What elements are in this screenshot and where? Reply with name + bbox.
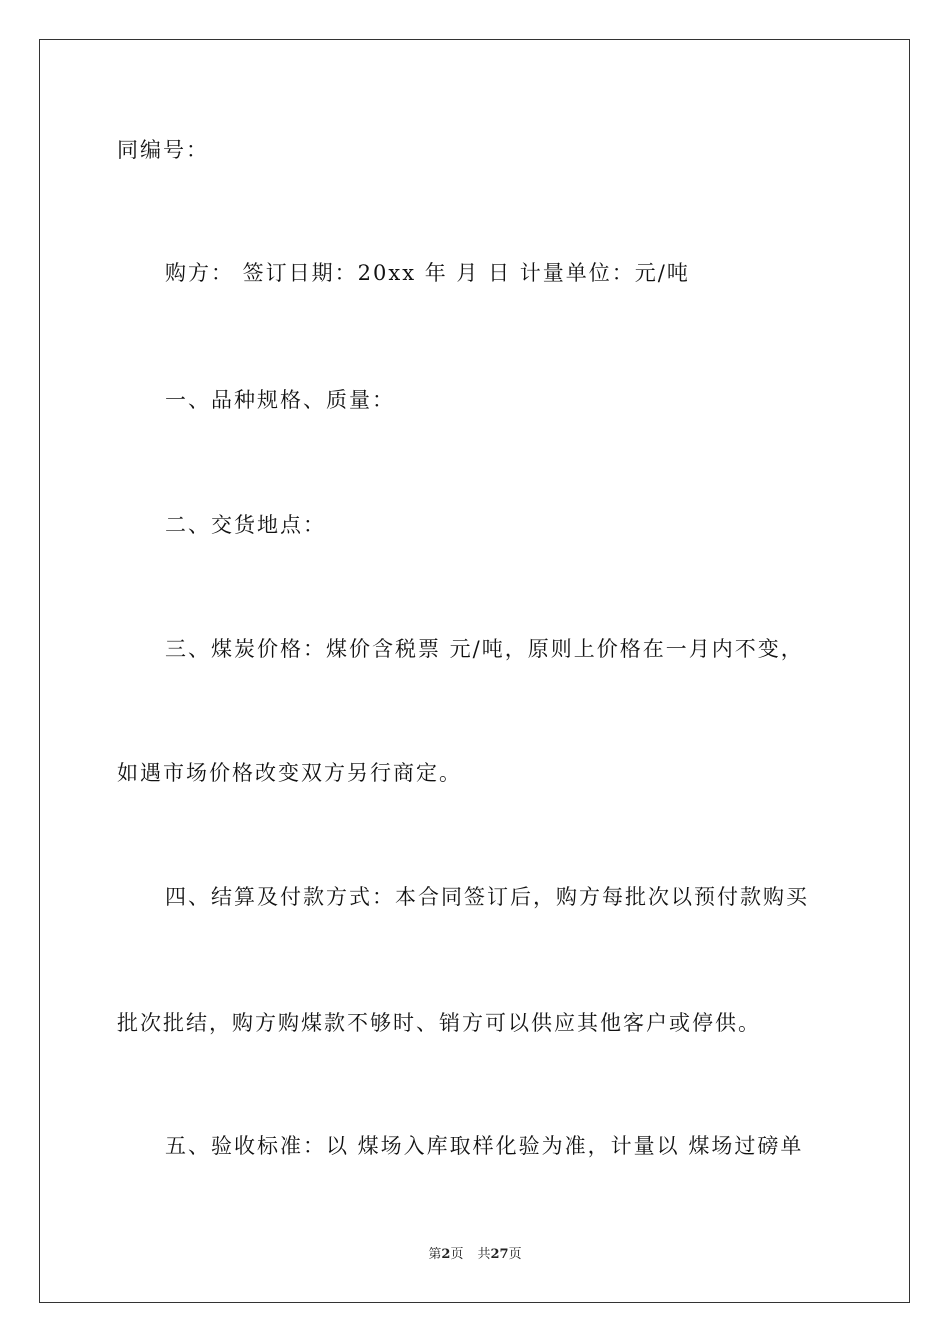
page-suffix: 页 <box>450 1247 464 1262</box>
section-1-heading: 一、品种规格、质量： <box>165 388 395 412</box>
section-2-heading: 二、交货地点： <box>165 513 326 537</box>
page-frame <box>39 39 910 1303</box>
page-footer <box>0 1246 950 1264</box>
section-4-paragraph-line-1: 四、结算及付款方式：本合同签订后，购方每批次以预付款购买 <box>165 885 809 909</box>
contract-number-line: 同编号： <box>117 138 209 162</box>
total-suffix: 页 <box>508 1247 522 1262</box>
section-3-paragraph-line-2: 如遇市场价格改变双方另行商定。 <box>117 761 462 785</box>
section-5-paragraph-line-1: 五、验收标准：以 煤场入库取样化验为准，计量以 煤场过磅单 <box>165 1134 804 1158</box>
total-prefix: 共 <box>477 1247 491 1262</box>
current-page-number: 2 <box>441 1247 451 1262</box>
total-page-number: 27 <box>490 1247 509 1262</box>
buyer-date-unit-line: 购方： 签订日期：20xx 年 月 日 计量单位：元/吨 <box>165 261 690 285</box>
section-4-paragraph-line-2: 批次批结，购方购煤款不够时、销方可以供应其他客户或停供。 <box>117 1011 761 1035</box>
page-prefix: 第 <box>428 1247 442 1262</box>
section-3-paragraph-line-1: 三、煤炭价格：煤价含税票 元/吨，原则上价格在一月内不变， <box>165 637 804 661</box>
